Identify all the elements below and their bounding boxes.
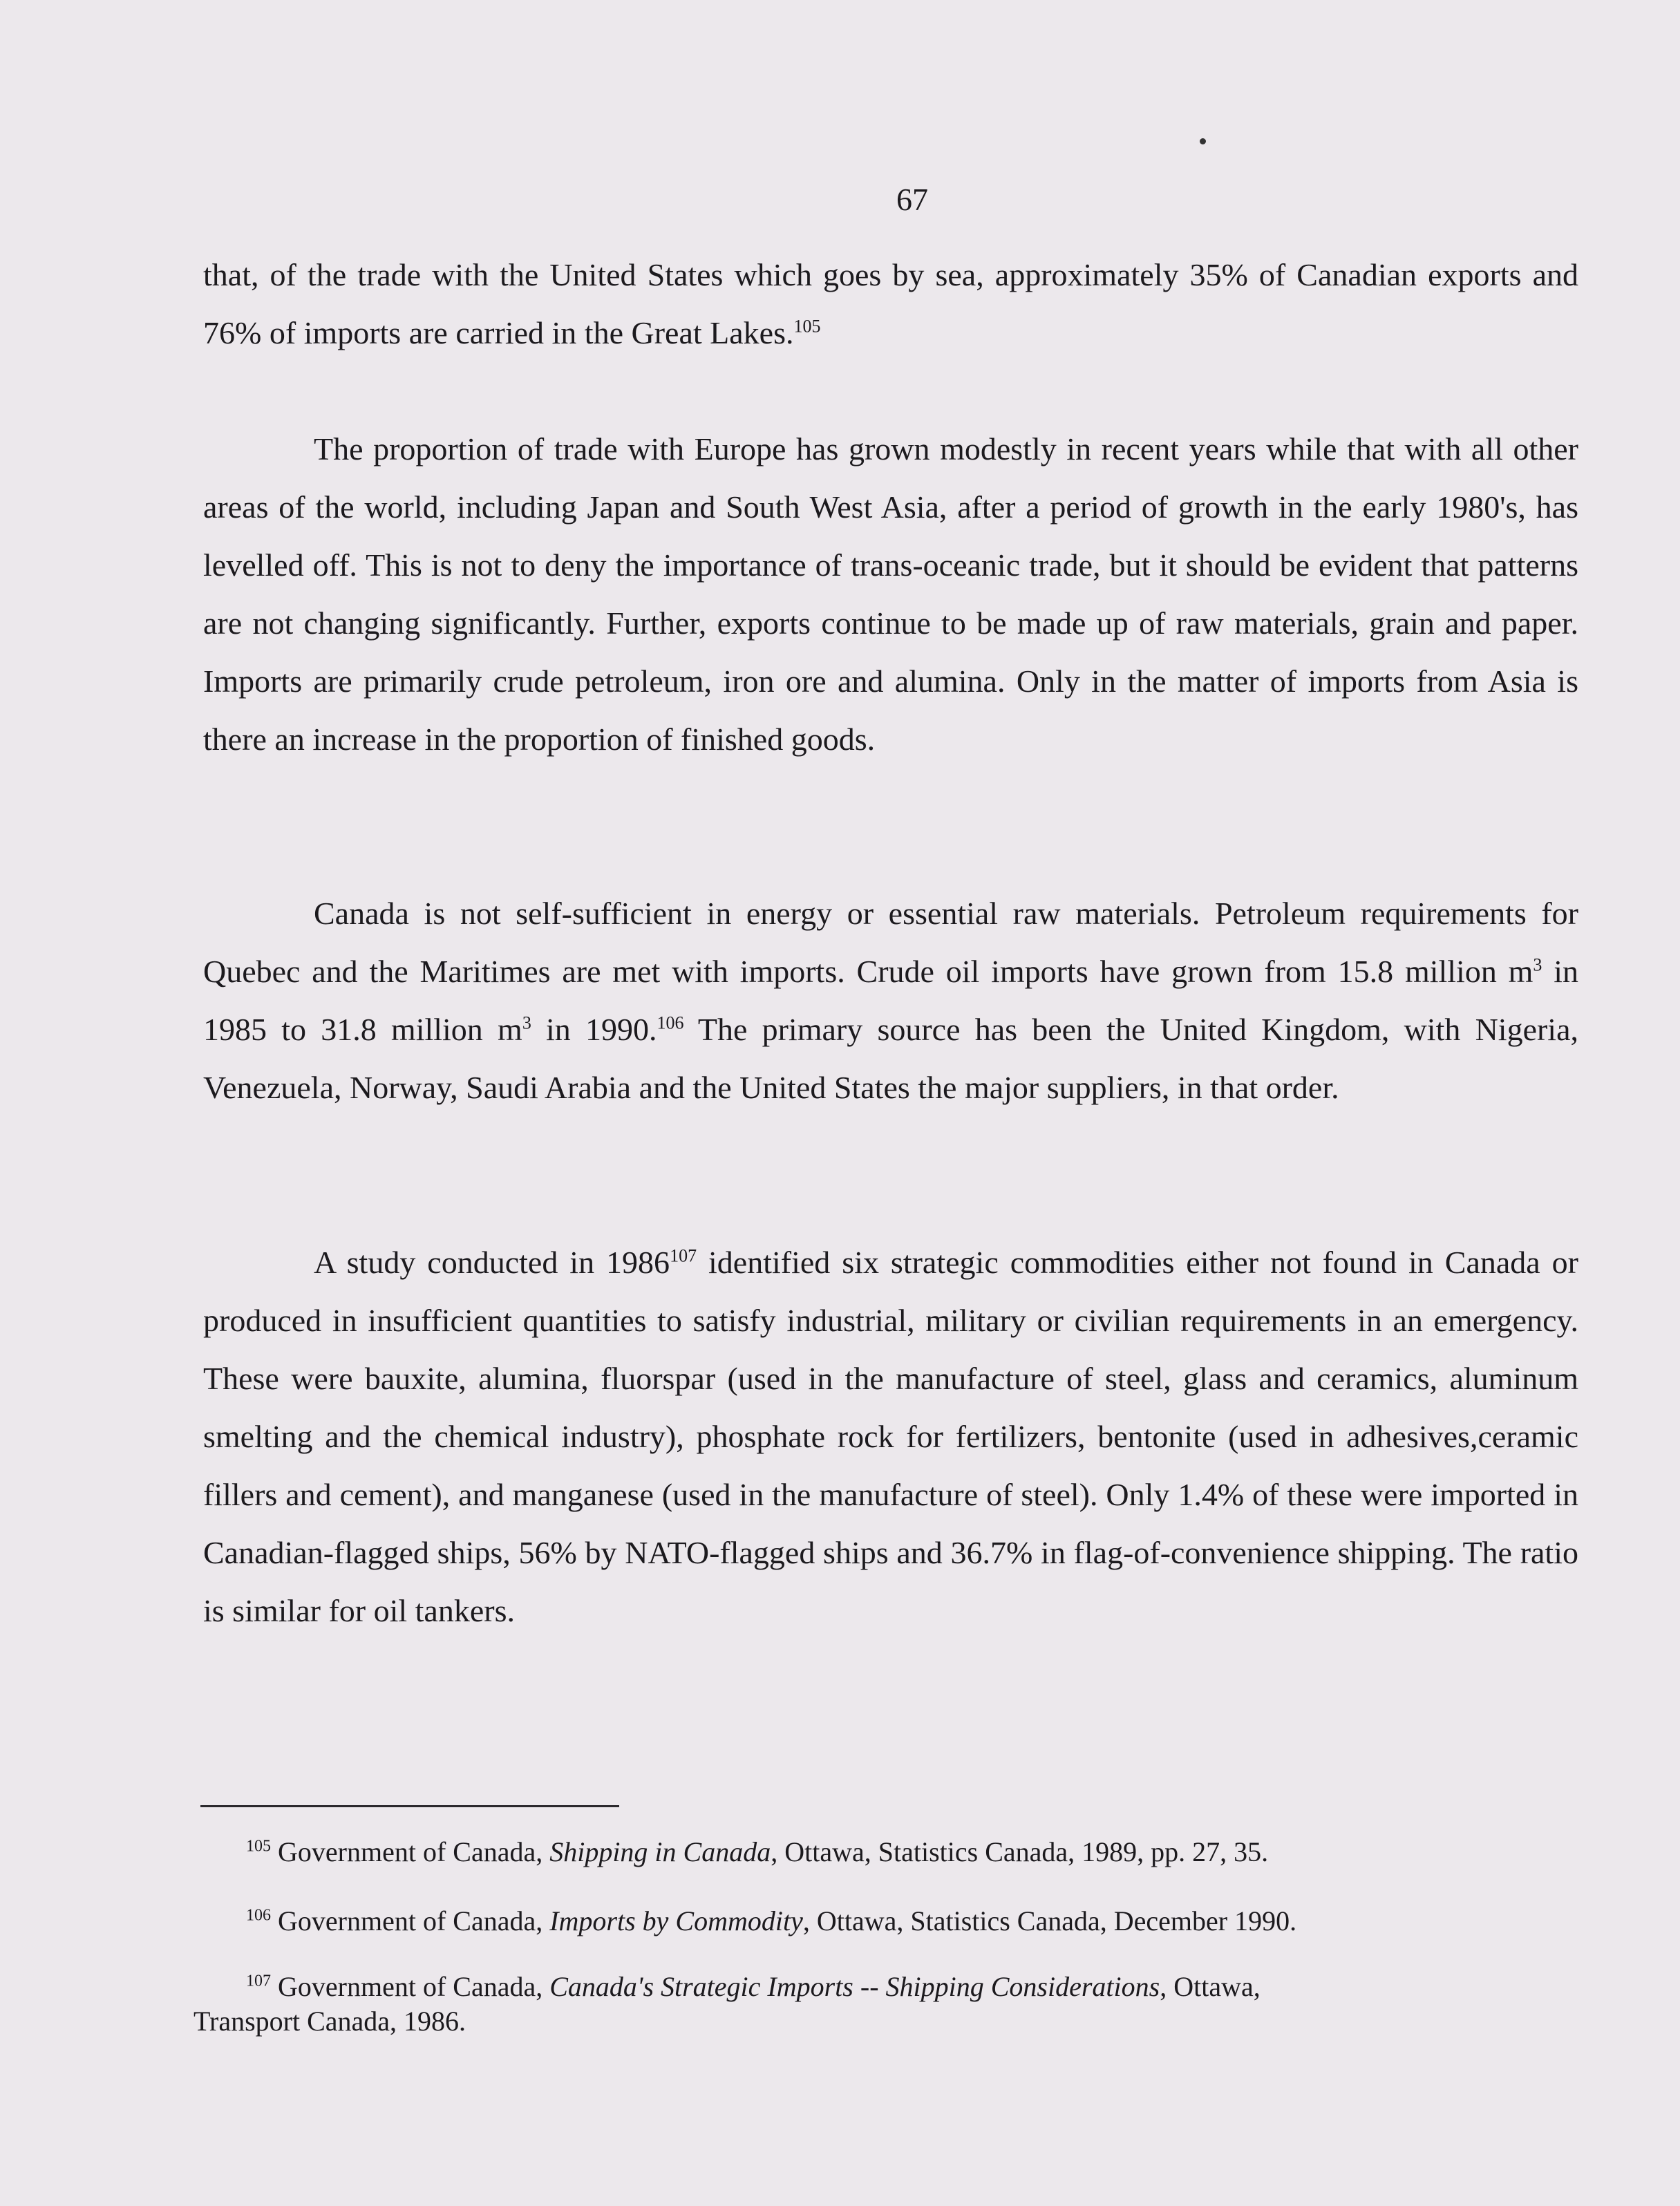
superscript-cubic-a: 3	[1533, 954, 1542, 975]
footnote-105	[246, 1835, 1628, 1869]
footnote-separator	[200, 1805, 619, 1807]
footnote-title: Shipping in Canada	[549, 1836, 771, 1867]
paragraph-4	[203, 1234, 1578, 1640]
footnote-ref-105: 105	[793, 316, 821, 337]
paragraph-3	[203, 885, 1578, 1117]
paragraph-2	[203, 420, 1578, 769]
footnote-number: 107	[246, 1972, 271, 1990]
footnote-text: , Ottawa,	[1160, 1971, 1261, 2002]
footnote-text: , Ottawa, Statistics Canada, December 1990.	[802, 1905, 1297, 1936]
paragraph-2-text: The proportion of trade with Europe has grown modestly in recent years while that with all other areas of the world, including Japan and South West Asia, after a period of growth in the early 1980's, has levelled off. This is not to deny the importance of trans-oceanic trade, but it should be evident that patterns are not changing significantly. Further, exports continue to be made up of raw materials, grain and paper. Imports are primarily crude petroleum, iron ore and alumina. Only in the matter of imports from Asia is there an increase in the proportion of finished goods.	[203, 431, 1578, 757]
paragraph-1-text: that, of the trade with the United States which goes by sea, approximately 35% of Canadian exports and 76% of imports are carried in the Great Lakes.	[203, 257, 1578, 350]
page-number: 67	[896, 182, 928, 217]
paragraph-4-text-a: A study conducted in 1986	[314, 1245, 670, 1280]
speck-mark	[1200, 138, 1206, 144]
footnote-text: Government of Canada,	[271, 1905, 550, 1936]
footnote-number: 105	[246, 1837, 271, 1856]
footnote-text-line2: Transport Canada, 1986.	[194, 2006, 466, 2037]
footnote-title: Imports by Commodity	[549, 1905, 803, 1936]
paragraph-3-text-d: The primary source has been the United Kingdom, with Nigeria, Venezuela, Norway, Saudi Arabia and the United States the major suppliers, in that order.	[203, 1012, 1578, 1105]
footnote-ref-107: 107	[670, 1245, 697, 1266]
paragraph-1	[203, 246, 1578, 362]
footnote-text: Government of Canada,	[271, 1971, 550, 2002]
footnote-ref-106: 106	[657, 1012, 684, 1033]
footnote-number: 106	[246, 1906, 271, 1925]
paragraph-3-text-b: in 1985 to 31.8 million m	[203, 954, 1579, 1047]
footnote-text: , Ottawa, Statistics Canada, 1989, pp. 27, 35.	[771, 1836, 1269, 1867]
superscript-cubic-b: 3	[522, 1012, 531, 1033]
paragraph-3-text-c: in 1990.	[531, 1012, 657, 1047]
footnote-107	[194, 1970, 1576, 2039]
paragraph-3-text-a: Canada is not self-sufficient in energy or essential raw materials. Petroleum requirements for Quebec and the Maritimes are met with imports. Crude oil imports have grown from 15.8 million m	[203, 896, 1578, 989]
footnote-title: Canada's Strategic Imports -- Shipping Considerations	[549, 1971, 1160, 2002]
footnote-text: Government of Canada,	[271, 1836, 550, 1867]
paragraph-4-text-b: identified six strategic commodities either not found in Canada or produced in insufficient quantities to satisfy industrial, military or civilian requirements in an emergency. These were bauxite, alumina, fluorspar (used in the manufacture of steel, glass and ceramics, aluminum smelting and the chemical industry), phosphate rock for fertilizers, bentonite (used in adhesives,ceramic fillers and cement), and manganese (used in the manufacture of steel). Only 1.4% of these were imported in Canadian-flagged ships, 56% by NATO-flagged ships and 36.7% in flag-of-convenience shipping. The ratio is similar for oil tankers.	[203, 1245, 1578, 1628]
footnote-106	[246, 1904, 1628, 1939]
